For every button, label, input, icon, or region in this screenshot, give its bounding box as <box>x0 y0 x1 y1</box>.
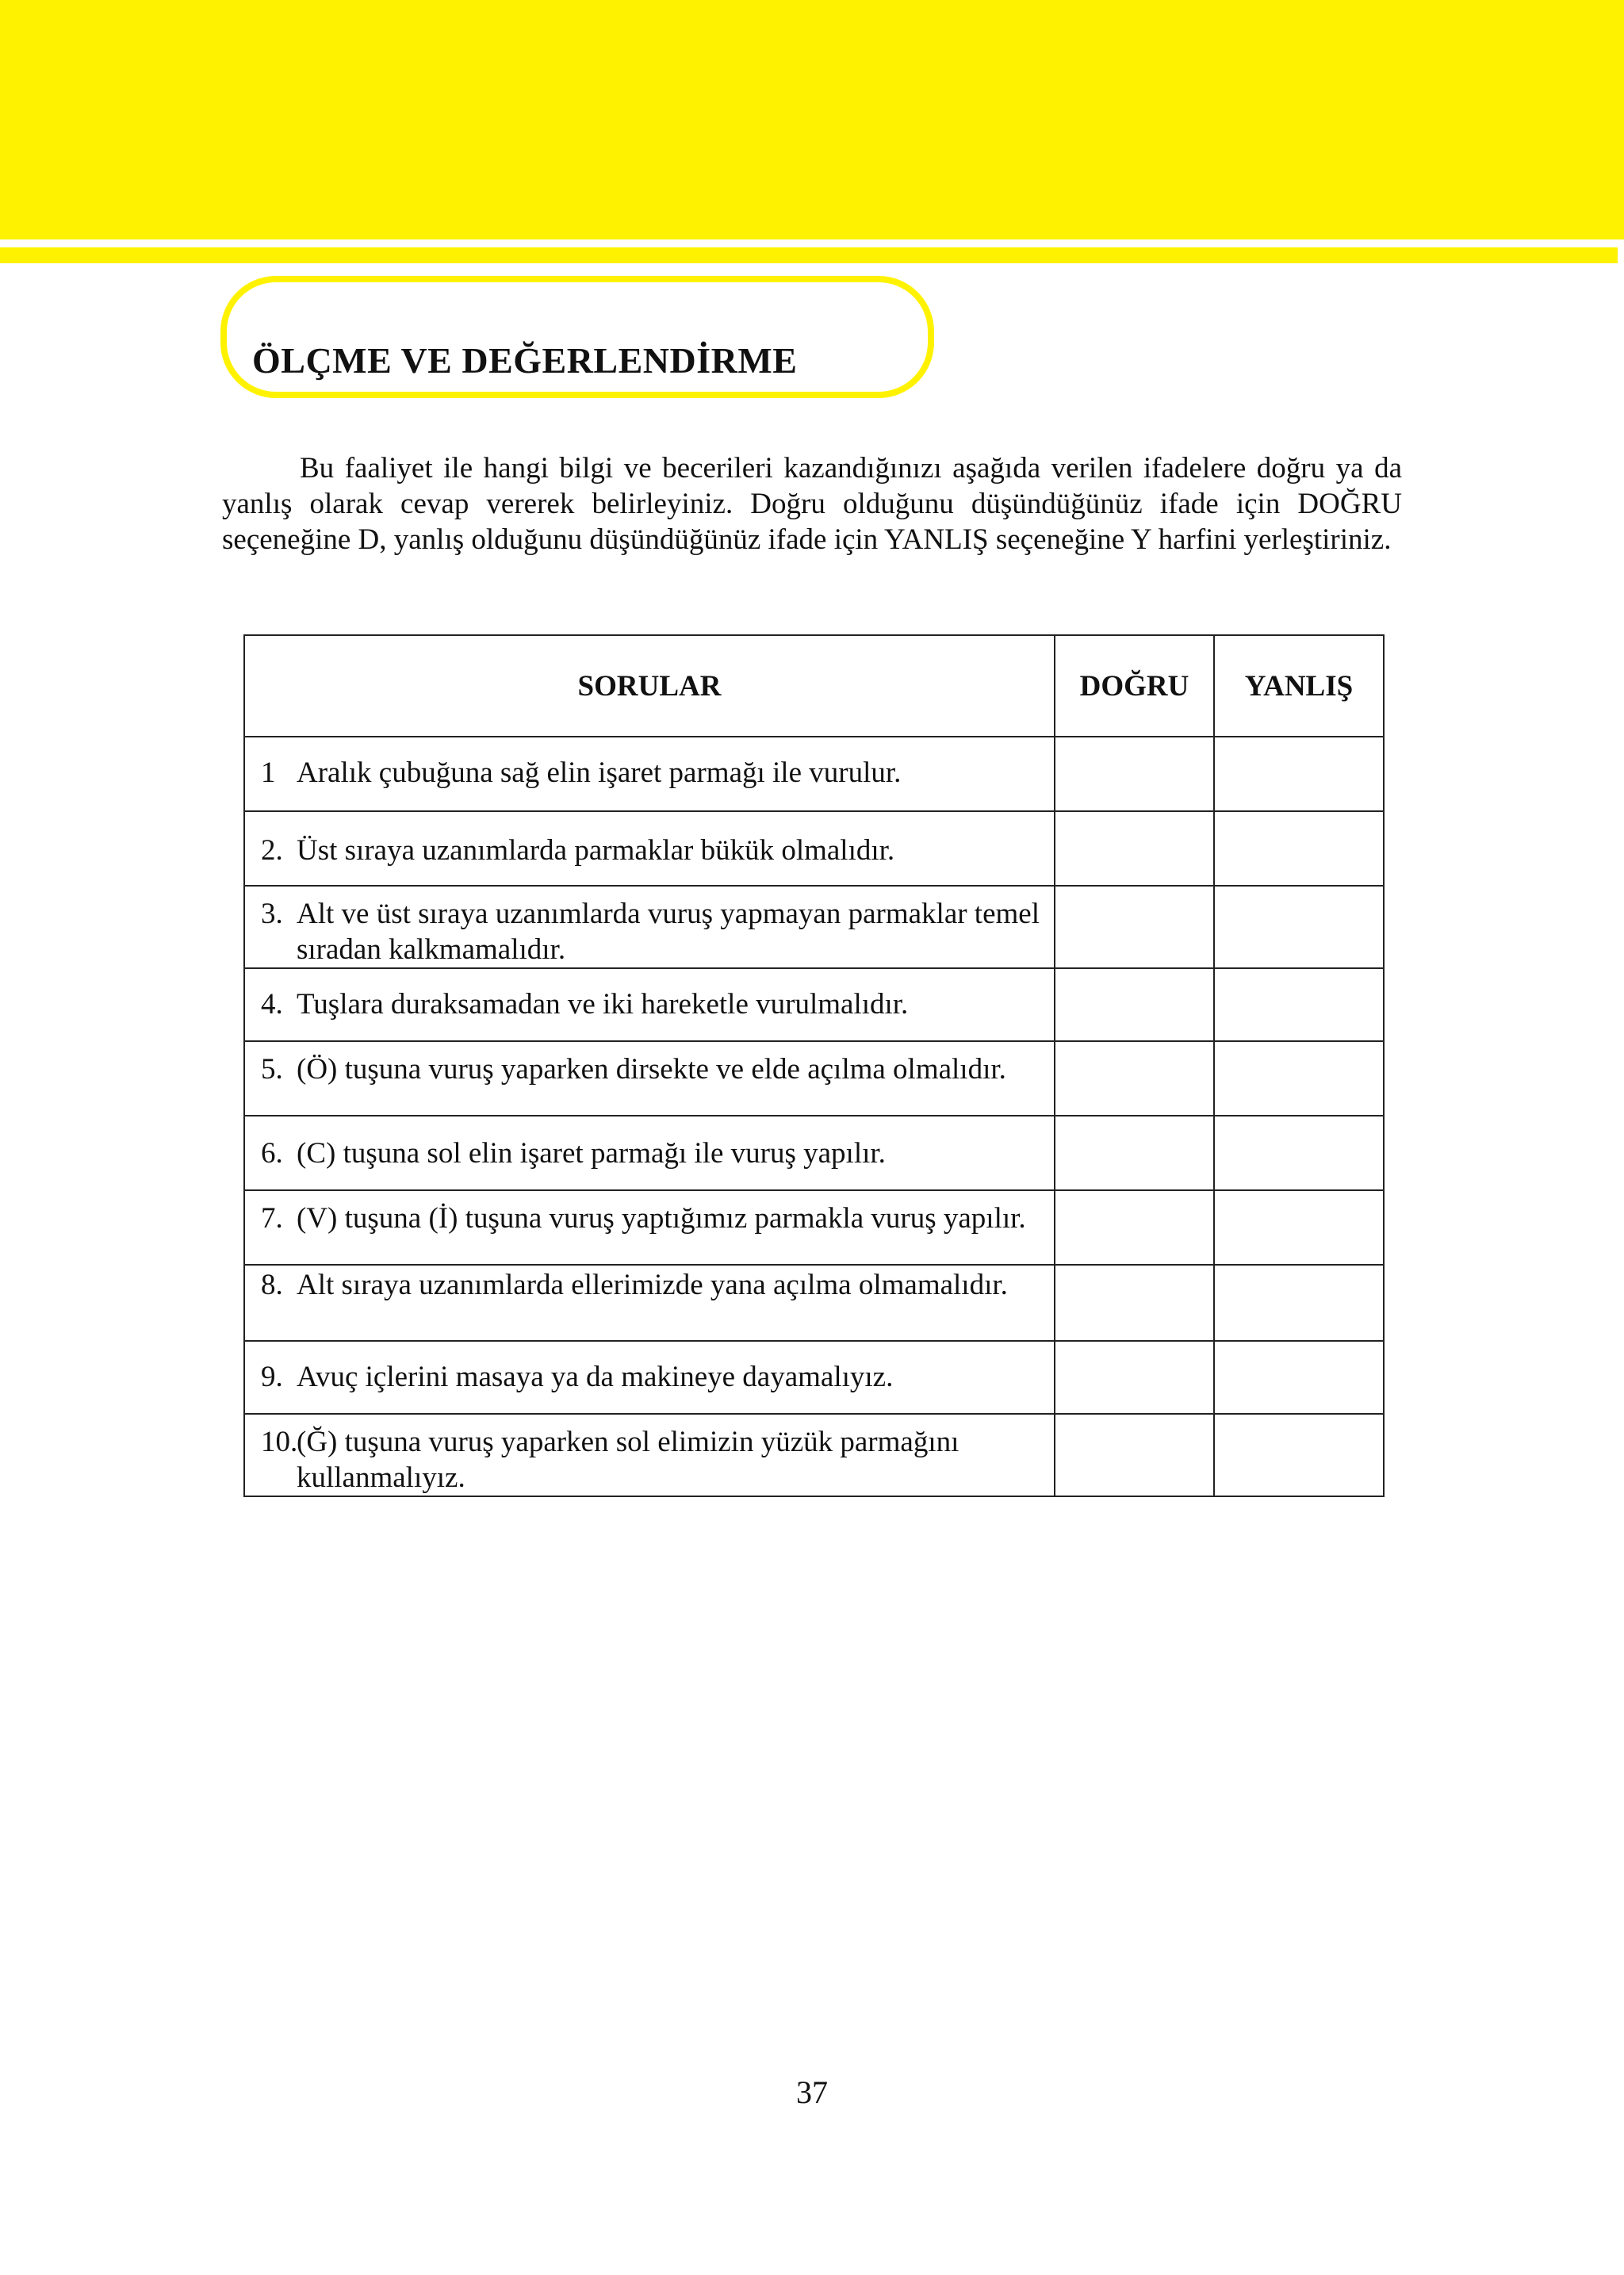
answer-cell-true[interactable] <box>1055 1414 1214 1496</box>
question-number: 6. <box>261 1137 283 1170</box>
question-text: Aralık çubuğuna sağ elin işaret parmağı ile vurulur. <box>297 756 902 789</box>
table-row <box>244 1341 1384 1414</box>
true-false-table <box>243 634 1385 1497</box>
answer-cell-true[interactable] <box>1055 737 1214 811</box>
question-number: 9. <box>261 1361 283 1393</box>
answer-cell-false[interactable] <box>1214 886 1384 968</box>
header-band <box>0 0 1624 239</box>
question-text: (Ğ) tuşuna vuruş yaparken sol elimizin yüzük parmağını kullanmalıyız. <box>297 1426 959 1494</box>
table-row <box>244 886 1384 968</box>
answer-cell-false[interactable] <box>1214 1265 1384 1341</box>
table-row <box>244 968 1384 1041</box>
question-number: 2. <box>261 834 283 867</box>
question-number: 10. <box>261 1426 298 1458</box>
question-cell <box>244 811 1055 886</box>
answer-cell-true[interactable] <box>1055 1265 1214 1341</box>
question-cell <box>244 886 1055 968</box>
question-text: (C) tuşuna sol elin işaret parmağı ile vuruş yapılır. <box>297 1137 886 1170</box>
answer-cell-false[interactable] <box>1214 811 1384 886</box>
table-row <box>244 811 1384 886</box>
question-text: (V) tuşuna (İ) tuşuna vuruş yaptığımız parmakla vuruş yapılır. <box>297 1202 1026 1235</box>
question-text: Alt sıraya uzanımlarda ellerimizde yana açılma olmamalıdır. <box>297 1269 1008 1301</box>
page-title: ÖLÇME VE DEĞERLENDİRME <box>252 340 798 381</box>
table-row <box>244 1116 1384 1190</box>
answer-cell-true[interactable] <box>1055 1116 1214 1190</box>
question-cell <box>244 1041 1055 1116</box>
question-number: 1 <box>261 756 276 789</box>
question-cell <box>244 1341 1055 1414</box>
answer-cell-false[interactable] <box>1214 1190 1384 1265</box>
table-row <box>244 737 1384 811</box>
header-stripe <box>0 247 1618 263</box>
answer-cell-true[interactable] <box>1055 1341 1214 1414</box>
answer-cell-false[interactable] <box>1214 1116 1384 1190</box>
answer-cell-false[interactable] <box>1214 968 1384 1041</box>
question-number: 3. <box>261 898 283 930</box>
question-number: 8. <box>261 1269 283 1301</box>
table-row <box>244 1041 1384 1116</box>
question-text: Avuç içlerini masaya ya da makineye dayamalıyız. <box>297 1361 894 1393</box>
header-questions: SORULAR <box>244 635 1055 737</box>
instructions-paragraph: Bu faaliyet ile hangi bilgi ve becerileri kazandığınızı aşağıda verilen ifadelere doğru ya da yanlış olarak cevap vererek belirleyiniz. Doğru olduğunu düşündüğünüz ifade için DOĞRU seçeneğine D, yanlış olduğunu düşündüğünüz ifade için YANLIŞ seçeneğine Y harfini yerleştiriniz. <box>222 452 1402 556</box>
table-row <box>244 1190 1384 1265</box>
table-row <box>244 1414 1384 1496</box>
answer-cell-true[interactable] <box>1055 1041 1214 1116</box>
question-cell <box>244 1116 1055 1190</box>
page-number: 37 <box>796 2074 828 2110</box>
question-cell <box>244 1265 1055 1341</box>
answer-cell-true[interactable] <box>1055 1190 1214 1265</box>
answer-cell-false[interactable] <box>1214 1041 1384 1116</box>
question-cell <box>244 737 1055 811</box>
table-header-row <box>244 635 1384 737</box>
answer-cell-true[interactable] <box>1055 886 1214 968</box>
question-text: (Ö) tuşuna vuruş yaparken dirsekte ve elde açılma olmalıdır. <box>297 1053 1006 1086</box>
question-cell <box>244 1414 1055 1496</box>
question-text: Tuşlara duraksamadan ve iki hareketle vurulmalıdır. <box>297 988 909 1021</box>
question-text: Alt ve üst sıraya uzanımlarda vuruş yapmayan parmaklar temel sıradan kalkmamalıdır. <box>297 898 1040 966</box>
question-text: Üst sıraya uzanımlarda parmaklar bükük olmalıdır. <box>297 834 895 867</box>
answer-cell-true[interactable] <box>1055 811 1214 886</box>
answer-cell-false[interactable] <box>1214 1414 1384 1496</box>
question-cell <box>244 1190 1055 1265</box>
answer-cell-true[interactable] <box>1055 968 1214 1041</box>
question-number: 5. <box>261 1053 283 1086</box>
header-true: DOĞRU <box>1055 635 1214 737</box>
answer-cell-false[interactable] <box>1214 737 1384 811</box>
header-false: YANLIŞ <box>1214 635 1384 737</box>
table-row <box>244 1265 1384 1341</box>
question-number: 7. <box>261 1202 283 1235</box>
question-number: 4. <box>261 988 283 1021</box>
answer-cell-false[interactable] <box>1214 1341 1384 1414</box>
question-cell <box>244 968 1055 1041</box>
